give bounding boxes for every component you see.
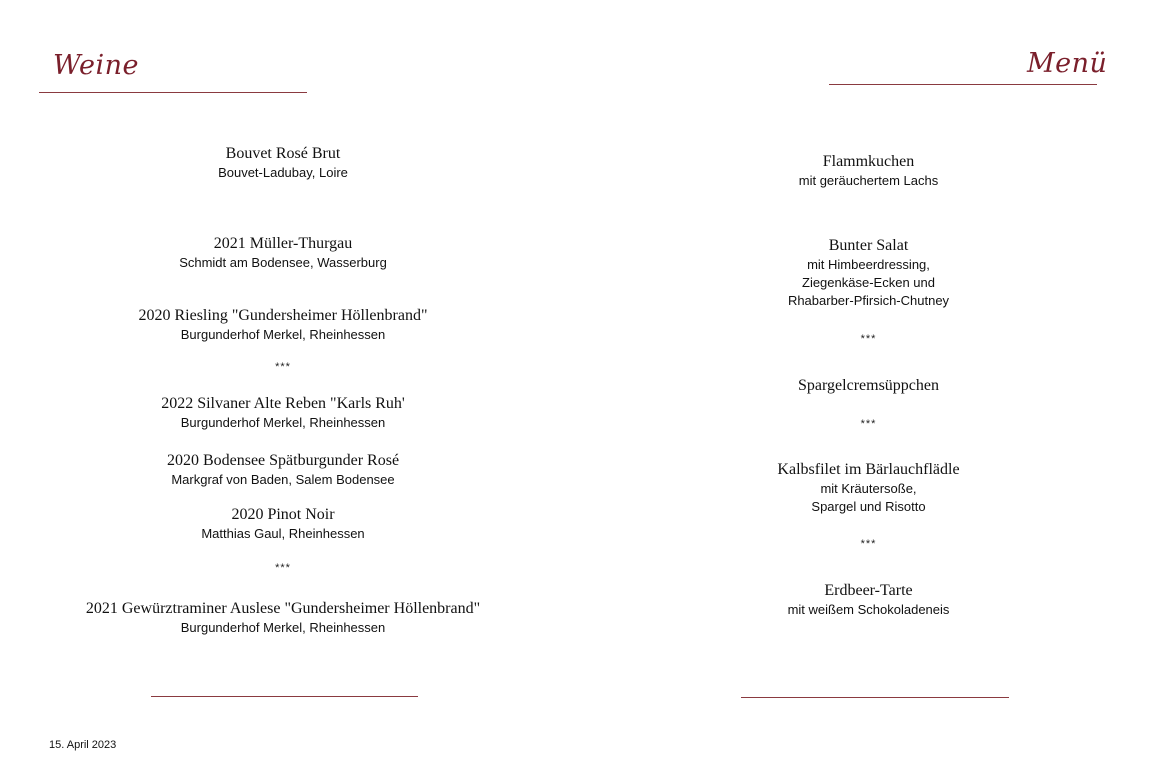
- wines-footer-rule: [151, 696, 418, 697]
- wine-producer: Bouvet-Ladubay, Loire: [218, 165, 348, 180]
- course-description: mit weißem Schokoladeneis: [787, 602, 950, 617]
- menu-course: [680, 460, 1057, 516]
- wine-item: [40, 306, 526, 344]
- wine-name: Bouvet Rosé Brut: [225, 145, 341, 162]
- course-description: mit Himbeerdressing,: [807, 257, 930, 272]
- wine-name: 2022 Silvaner Alte Reben "Karls Ruh': [161, 395, 405, 412]
- wine-item: [40, 451, 526, 489]
- separator: ***: [275, 562, 291, 574]
- course-description: Rhabarber-Pfirsich-Chutney: [787, 293, 950, 308]
- wine-item: [40, 505, 526, 543]
- wine-producer: Burgunderhof Merkel, Rheinhessen: [180, 620, 386, 635]
- wine-producer: Burgunderhof Merkel, Rheinhessen: [180, 327, 386, 342]
- course-description: mit Kräutersoße,: [820, 481, 917, 496]
- wine-item: [40, 394, 526, 432]
- wine-item: [40, 234, 526, 272]
- course-name: Spargelcremsüppchen: [798, 377, 939, 394]
- menu-heading: Menü: [1027, 48, 1108, 79]
- course-name: Flammkuchen: [822, 153, 915, 170]
- menu-course: [680, 376, 1057, 396]
- wine-item: [40, 144, 526, 182]
- course-description: mit geräuchertem Lachs: [798, 173, 939, 188]
- menu-course: [680, 152, 1057, 190]
- course-name: Bunter Salat: [828, 237, 909, 254]
- wine-name: 2020 Bodensee Spätburgunder Rosé: [166, 452, 400, 469]
- separator: ***: [860, 418, 877, 430]
- separator: ***: [860, 333, 877, 345]
- wine-name: 2020 Riesling "Gundersheimer Höllenbrand": [138, 307, 428, 324]
- menu-heading-rule: [829, 84, 1097, 85]
- wine-name: 2021 Gewürztraminer Auslese "Gundersheimer Höllenbrand": [85, 600, 481, 617]
- wine-name: 2021 Müller-Thurgau: [213, 235, 353, 252]
- menu-footer-rule: [741, 697, 1009, 698]
- separator: ***: [275, 361, 291, 373]
- menu-course: [680, 236, 1057, 310]
- separator: ***: [860, 538, 877, 550]
- course-name: Erdbeer-Tarte: [824, 582, 913, 599]
- wine-producer: Schmidt am Bodensee, Wasserburg: [179, 255, 387, 270]
- menu-course: [680, 581, 1057, 619]
- course-description: Spargel und Risotto: [811, 499, 926, 514]
- wines-heading: Weine: [53, 50, 140, 81]
- course-description: Ziegenkäse-Ecken und: [802, 275, 935, 290]
- wines-heading-rule: [39, 92, 307, 93]
- wine-item: [40, 599, 526, 637]
- wine-name: 2020 Pinot Noir: [231, 506, 335, 523]
- wine-producer: Markgraf von Baden, Salem Bodensee: [171, 472, 395, 487]
- wine-producer: Burgunderhof Merkel, Rheinhessen: [180, 415, 386, 430]
- wine-producer: Matthias Gaul, Rheinhessen: [201, 526, 365, 541]
- course-name: Kalbsfilet im Bärlauchflädle: [777, 461, 960, 478]
- event-date: 15. April 2023: [49, 739, 117, 751]
